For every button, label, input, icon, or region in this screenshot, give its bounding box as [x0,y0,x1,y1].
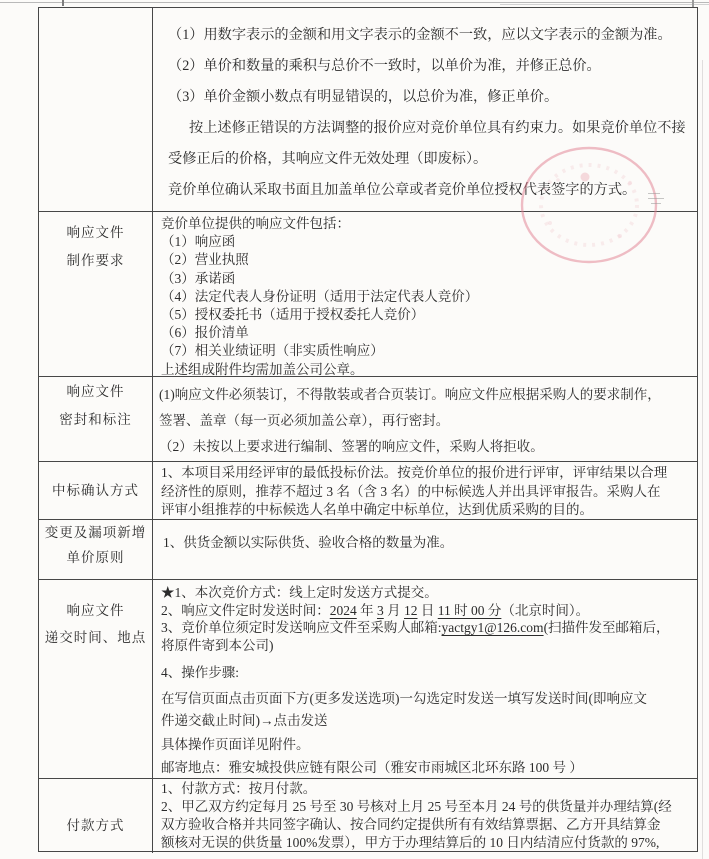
text-line: 件递交截止时间)→点击发送 [161,712,328,728]
deadline-day: 12 [404,602,418,618]
text-line: ★1、本次竞价方式：线上定时发送方式提交。 [161,585,438,600]
deadline-year: 2024 [329,602,357,618]
text-line: 签署、盖章（每一页必须加盖公章），再行密封。 [159,413,450,428]
row-content-payment-method [153,779,697,853]
page-top-edge-line-secondary [500,4,709,5]
text-line: 4、操作步骤: [161,665,240,680]
text-line: 在写信页面点击页面下方(更多发送选项)一勾选定时发送一填写发送时间(即响应文 [161,690,647,706]
row-label-doc-preparation [39,212,153,376]
row-label-line: 响应文件 [66,225,125,240]
table-row-payment-method [39,778,697,853]
row-label-award-confirmation [39,462,153,519]
row-label-line: 付款方式 [66,818,125,833]
text-line: (1)响应文件必须装订，不得散装或者合页装订。响应文件应根据采购人的要求制作， [159,387,661,402]
text-line: 竞价单位确认采取书面且加盖单位公章或者竞价单位授权代表签字的方式。 [168,182,637,198]
deadline-suffix: （北京时间）。 [501,602,590,618]
deadline-month: 3 [377,602,384,618]
text-line: 2、甲乙双方约定每月 25 号至 30 号核对上月 25 号至本月 24 号的供货量并办理结算(经 [161,799,672,814]
row-content-correction-rules [153,8,697,211]
text-line: （5）授权委托书（适用于授权委托人竞价） [161,306,425,322]
text-line: 1、供货金额以实际供货、验收合格的数量为准。 [163,535,454,550]
row-label-line: 递交时间、地点 [44,630,147,645]
deadline-sep: 月 [383,602,404,618]
row-label-line: 密封和标注 [59,412,132,427]
email-line [161,619,695,637]
text-line: 额核对无误的供货量 100%发票），甲方于办理结算后的 10 日内结清应付货款的 97%, [161,835,660,850]
deadline-prefix: 2、响应文件定时发送时间： [161,602,330,618]
row-label-unit-price-principle [39,520,153,579]
text-line: （2）未按以上要求进行编制、签署的响应文件，采购人将拒收。 [159,439,544,454]
text-line: 1、付款方式：按月付款。 [161,781,317,796]
text-line: 受修正后的价格，其响应文件无效处理（即废标）。 [168,151,488,167]
mailing-address-line: 邮寄地点：雅安城投供应链有限公司（雅安市雨城区北环东路 100 号 ） [161,759,583,775]
text-line: （3）承诺函 [161,270,236,286]
text-line: 经济性的原则，推荐不超过 3 名（含 3 名）的中标候选人并出具评审报告。采购人在 [161,483,661,499]
row-label-line: 中标确认方式 [52,482,139,498]
row-label-line: 响应文件 [66,603,125,618]
text-line: 双方验收合格并共同签字确认、按合同约定提供所有有效结算票据、乙方开具结算金 [161,817,661,832]
procurement-document-table [38,7,698,852]
row-label-submission-time-place [39,580,153,778]
row-content-award-confirmation [153,462,697,519]
text-line: （1）响应函 [161,234,236,250]
submission-deadline-line [161,602,695,620]
table-row-award-confirmation [39,461,697,519]
deadline-sep: 年 [356,602,377,618]
row-label-line: 制作要求 [66,253,125,268]
row-label-empty [39,8,153,211]
table-row-submission-time-place [39,579,697,778]
table-row-sealing-marking [39,376,697,461]
email-prefix: 3、竞价单位须定时发送响应文件至采购人邮箱: [161,620,442,635]
text-line: （3）单价金额小数点有明显错误的，以总价为准，修正单价。 [168,89,559,105]
buyer-email: yactgy1@126.com [441,620,544,635]
page-right-edge-line [702,60,703,859]
row-label-line: 单价原则 [66,550,125,565]
row-content-unit-price-principle [153,520,697,579]
text-line: （6）报价清单 [161,325,249,341]
email-suffix: (扫描件发至邮箱后， [543,620,670,635]
table-row-doc-preparation [39,211,697,376]
text-line: （1）用数字表示的金额和用文字表示的金额不一致，应以文字表示的金额为准。 [168,27,672,43]
row-content-sealing-marking [153,377,697,461]
text-line: 1、本项目采用经评审的最低投标价法。按竞价单位的报价进行评审，评审结果以合理 [161,465,668,480]
text-line: （2）营业执照 [161,252,249,268]
row-content-submission-time-place [153,580,697,778]
text-line: 按上述修正错误的方法调整的报价应对竞价单位具有约束力。如果竞价单位不接 [189,120,686,136]
text-line: 竞价单位提供的响应文件包括： [161,216,350,231]
text-line: 评审小组推荐的中标候选人名单中确定中标单位，达到优质采购的目的。 [161,502,593,517]
text-line: 上述组成附件均需加盖公司公章。 [161,361,364,376]
text-line: 具体操作页面详见附件。 [161,736,310,752]
text-line: （2）单价和数量的乘积与总价不一致时，以单价为准，并修正总价。 [168,58,601,74]
row-content-doc-preparation [153,212,697,376]
deadline-sep: 日 [417,602,438,618]
row-label-sealing-marking [39,377,153,461]
row-label-payment-method [39,779,153,853]
page-top-tick [62,0,64,6]
scan-smudge-mark [648,193,664,209]
row-label-line: 响应文件 [66,384,125,399]
row-label-line: 变更及漏项新增 [44,525,147,540]
text-line: 将原件寄到本公司) [161,637,274,653]
table-row-correction-rules [39,8,697,211]
text-line: （4）法定代表人身份证明（适用于法定代表人竞价） [161,288,479,304]
page-top-edge-line [0,2,709,3]
text-line: （7）相关业绩证明（非实质性响应） [161,343,384,359]
table-row-unit-price-principle [39,519,697,579]
deadline-time: 11 时 00 分 [437,602,502,618]
